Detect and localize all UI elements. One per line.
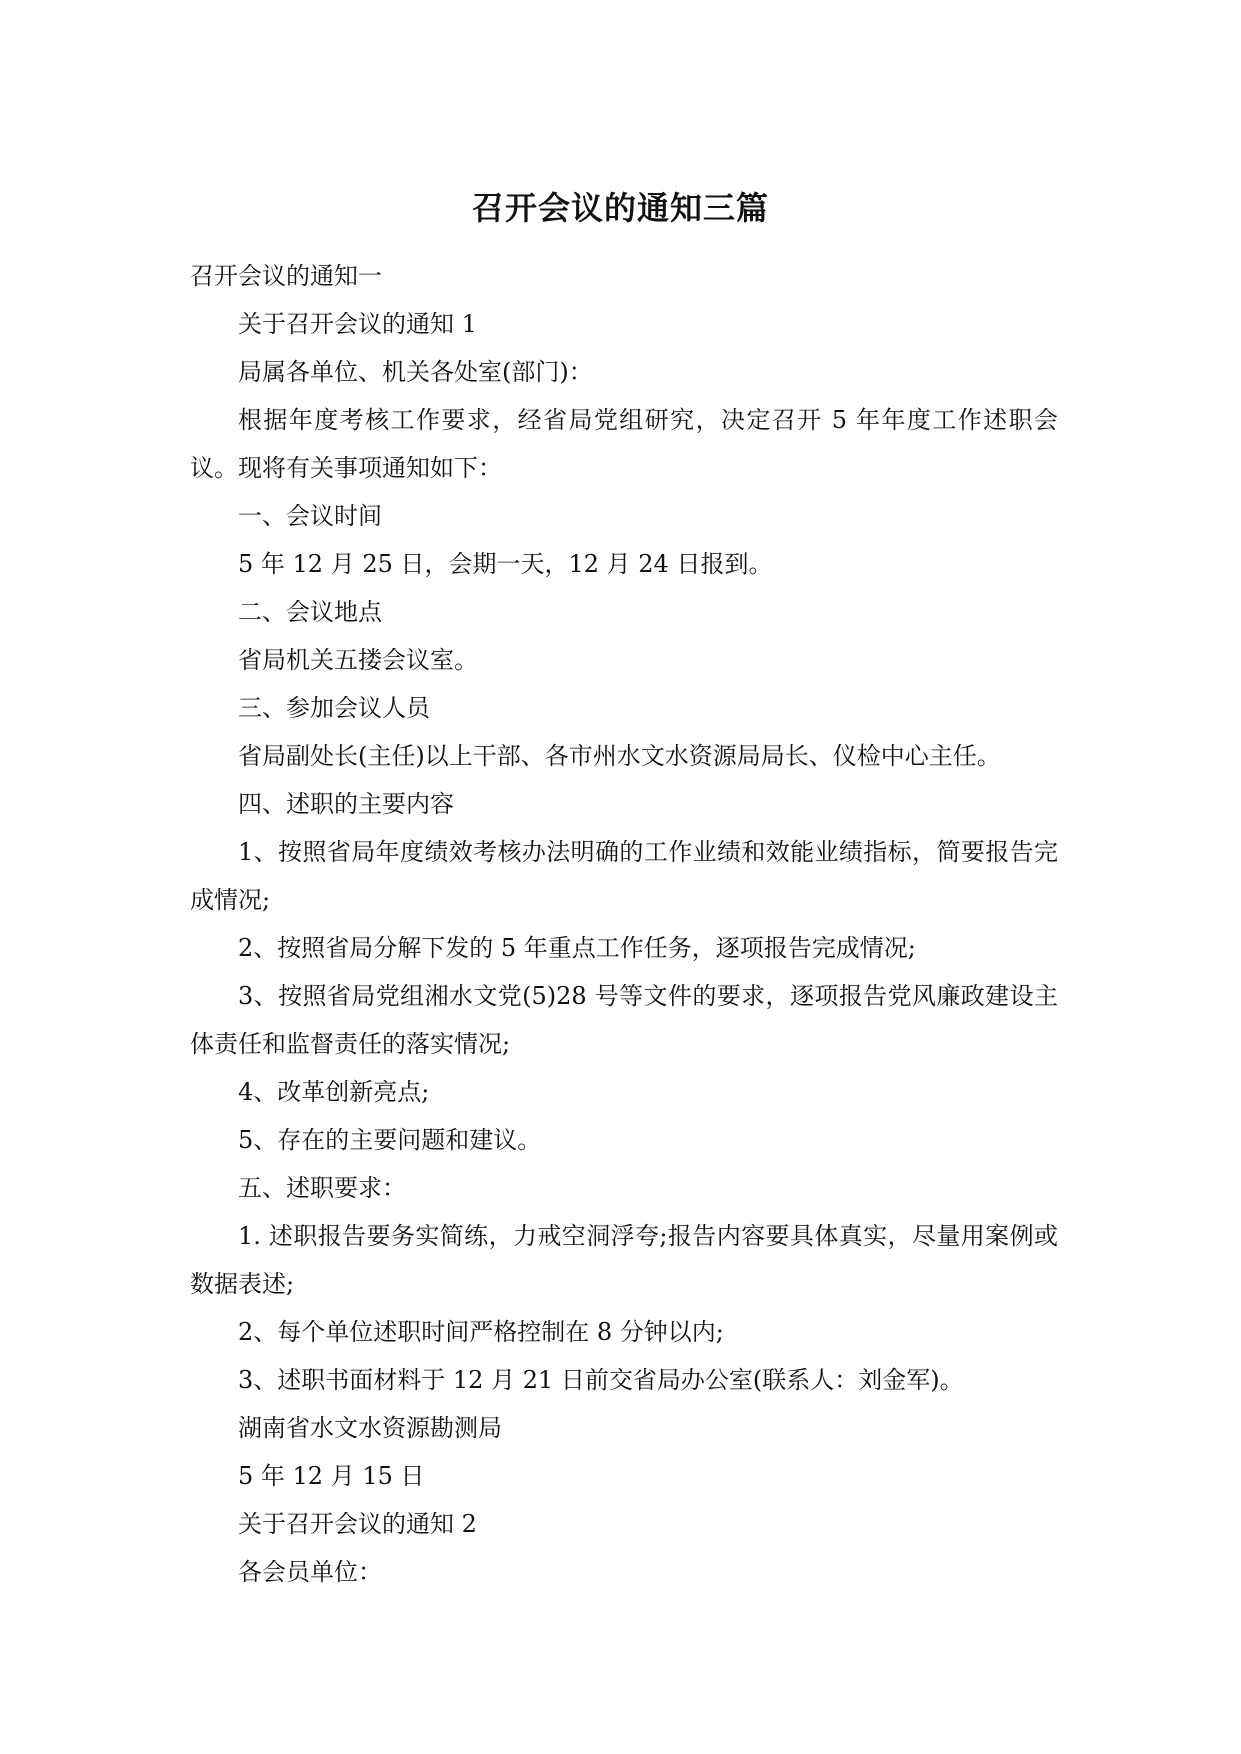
paragraph: 一、会议时间 <box>238 502 382 530</box>
paragraph: 五、述职要求： <box>238 1174 406 1202</box>
paragraph: 召开会议的通知一 <box>190 262 382 290</box>
paragraph: 关于召开会议的通知 2 <box>238 1510 477 1538</box>
paragraph: 4、改革创新亮点; <box>238 1078 430 1106</box>
paragraph: 关于召开会议的通知 1 <box>238 310 477 338</box>
paragraph: 局属各单位、机关各处室(部门)： <box>238 358 593 386</box>
paragraph: 5、存在的主要问题和建议。 <box>238 1126 542 1154</box>
paragraph: 3、述职书面材料于 12 月 21 日前交省局办公室(联系人：刘金军)。 <box>238 1366 964 1394</box>
paragraph: 湖南省水文水资源勘测局 <box>238 1414 502 1442</box>
paragraph: 二、会议地点 <box>238 598 382 626</box>
paragraph: 3、按照省局党组湘水文党(5)28 号等文件的要求，逐项报告党风廉政建设主体责任和监督责任的落实情况; <box>190 982 1058 1058</box>
paragraph: 根据年度考核工作要求，经省局党组研究，决定召开 5 年年度工作述职会议。现将有关事项通知如下： <box>190 406 1058 482</box>
paragraph: 5 年 12 月 15 日 <box>238 1462 425 1490</box>
document-title: 召开会议的通知三篇 <box>471 189 769 227</box>
paragraph: 2、按照省局分解下发的 5 年重点工作任务，逐项报告完成情况; <box>238 934 916 962</box>
paragraph: 省局机关五搂会议室。 <box>238 646 478 674</box>
paragraph: 1. 述职报告要务实简练，力戒空洞浮夸;报告内容要具体真实，尽量用案例或数据表述; <box>190 1222 1058 1298</box>
document-body <box>190 252 1058 1596</box>
paragraph: 各会员单位： <box>238 1558 382 1586</box>
paragraph: 2、每个单位述职时间严格控制在 8 分钟以内; <box>238 1318 724 1346</box>
paragraph: 三、参加会议人员 <box>238 694 430 722</box>
paragraph: 1、按照省局年度绩效考核办法明确的工作业绩和效能业绩指标，简要报告完成情况; <box>190 838 1058 914</box>
paragraph: 四、述职的主要内容 <box>238 790 454 818</box>
paragraph: 省局副处长(主任)以上干部、各市州水文水资源局局长、仪检中心主任。 <box>238 742 1001 770</box>
paragraph: 5 年 12 月 25 日，会期一天，12 月 24 日报到。 <box>238 550 773 578</box>
